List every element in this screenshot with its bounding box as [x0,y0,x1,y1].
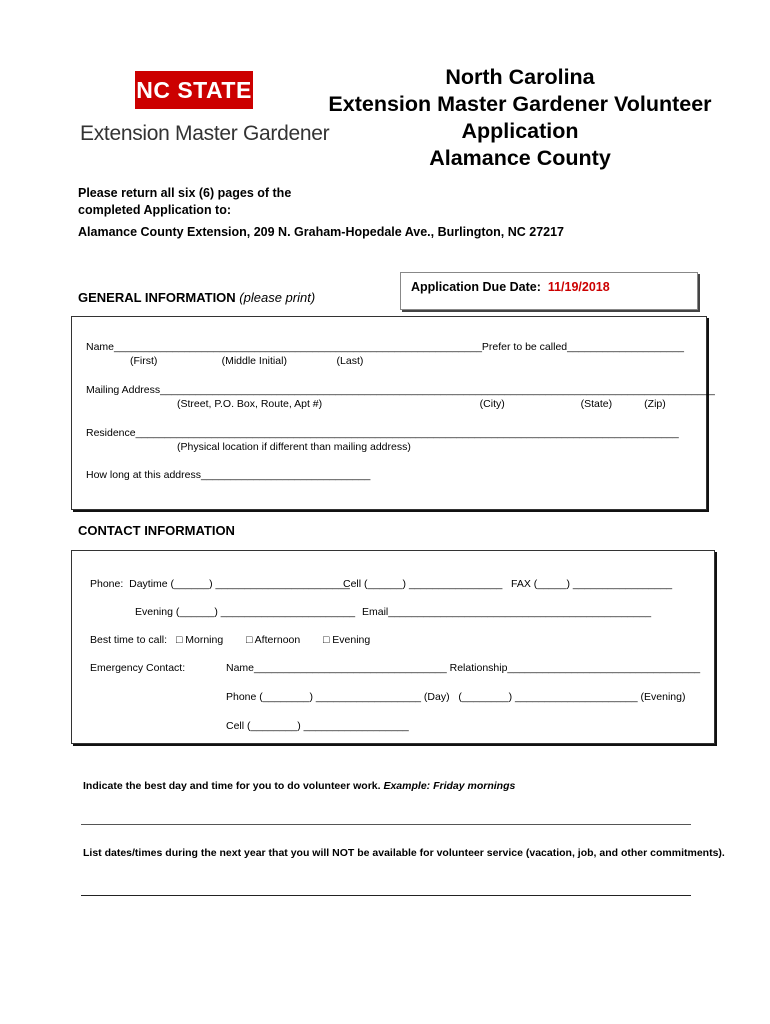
title-line-4: Alamance County [429,146,611,170]
residence-field[interactable]: Residence_____________________________________________________________________________________________ [86,427,679,439]
mailing-address-sublabels: (Street, P.O. Box, Route, Apt #) (City) (State) (Zip) [177,398,666,410]
best-day-prompt: Indicate the best day and time for you to do volunteer work. Example: Friday mornings [83,780,516,792]
due-date-label: Application Due Date: 11/19/2018 [411,280,610,294]
return-address: Alamance County Extension, 209 N. Graham-Hopedale Ave., Burlington, NC 27217 [78,225,565,239]
title-line-2: Extension Master Gardener Volunteer [328,92,712,116]
email-field[interactable]: Email_____________________________________________ [362,606,652,618]
contact-information-frame [71,550,715,744]
fax-field[interactable]: FAX (_____) _________________ [511,578,673,590]
evening-phone-field[interactable]: Evening (______) _______________________ [135,606,356,618]
morning-checkbox[interactable]: □ Morning [176,634,224,646]
emergency-cell-field[interactable]: Cell (________) __________________ [226,720,409,732]
general-information-frame [71,316,715,510]
best-day-answer-line[interactable] [81,824,691,825]
unavailable-dates-prompt: List dates/times during the next year that you will NOT be available for volunteer service (vacation, job, and other commitments). [83,847,725,859]
emergency-contact-label: Emergency Contact: [90,662,186,674]
general-information-heading: GENERAL INFORMATION (please print) [78,290,316,305]
best-time-label: Best time to call: [90,634,168,646]
title-line-1: North Carolina [445,65,595,89]
title-line-3: Application [461,119,579,143]
mailing-address-field[interactable]: Mailing Address_______________________________________________________________________________________________ [86,384,715,396]
due-date-value: 11/19/2018 [547,280,610,294]
emergency-phone-field[interactable]: Phone (________) __________________ (Day) (________) _____________________ (Evening) [226,691,686,703]
residence-sublabel: (Physical location if different than mailing address) [177,441,411,453]
page-title [300,64,740,172]
unavailable-dates-answer-line[interactable] [81,895,691,896]
logo-subtitle: Extension Master Gardener [80,122,330,145]
emergency-name-field[interactable]: Name_________________________________ Relationship_________________________________ [226,662,701,674]
due-date-box [400,272,698,310]
nc-state-logo [135,71,253,109]
name-field[interactable]: Name_______________________________________________________________Prefer to be called____________________ [86,341,684,353]
afternoon-checkbox[interactable]: □ Afternoon [246,634,301,646]
logo-badge-text: NC STATE [136,76,252,103]
daytime-phone-field[interactable]: Phone: Daytime (______) _______________________ [90,578,350,590]
contact-information-heading: CONTACT INFORMATION [78,523,235,538]
intro-line-2: completed Application to: [78,203,232,217]
cell-phone-field[interactable]: Cell (______) ________________ [343,578,503,590]
intro-line-1: Please return all six (6) pages of the [78,186,292,200]
please-print-note: (please print) [239,290,316,305]
best-day-example: Example: Friday mornings [383,780,516,792]
evening-checkbox[interactable]: □ Evening [323,634,371,646]
how-long-at-address-field[interactable]: How long at this address_____________________________ [86,469,371,481]
name-sublabels: (First) (Middle Initial) (Last) [130,355,364,367]
